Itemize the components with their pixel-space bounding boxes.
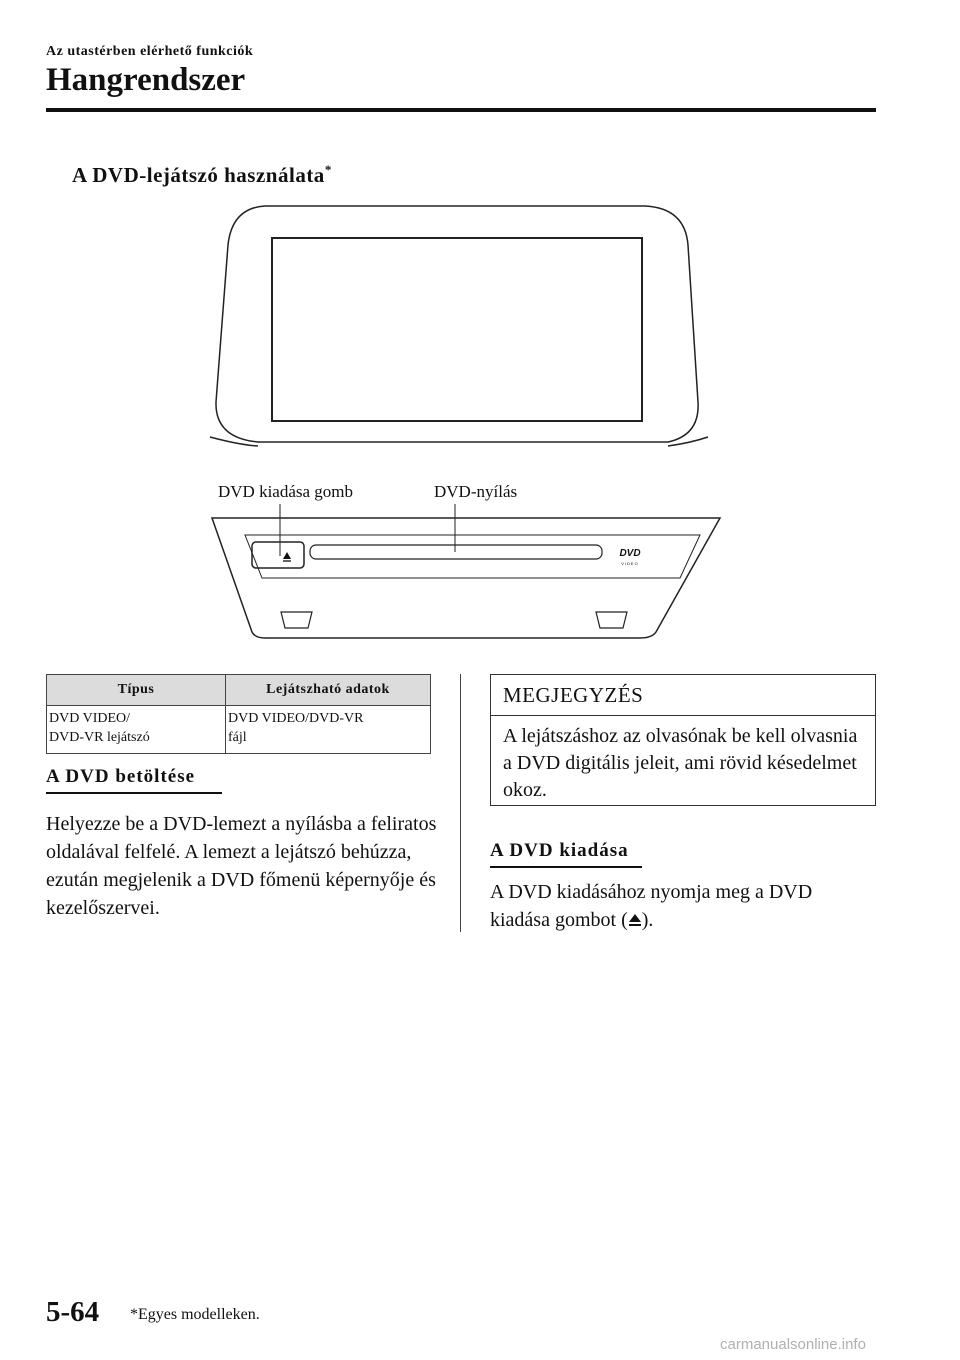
eject-button xyxy=(252,542,304,568)
table-header-data: Lejátszható adatok xyxy=(226,675,431,706)
loading-heading: A DVD betöltése xyxy=(46,766,196,787)
note-title: MEGJEGYZÉS xyxy=(503,683,644,707)
eject-icon xyxy=(628,912,642,928)
eject-body-text: A DVD kiadásához nyomja meg a DVD kiadása gombot ( xyxy=(490,881,813,931)
playable-types-table xyxy=(46,674,431,754)
table-header-type: Típus xyxy=(47,675,226,706)
eject-body-end: ). xyxy=(641,909,654,931)
page-number: 5-64 xyxy=(46,1296,100,1328)
note-text: A lejátszáshoz az olvasónak be kell olvasnia a DVD digitális jeleit, ami rövid késedelmet okoz. xyxy=(503,725,858,801)
loading-heading-underline xyxy=(46,792,222,794)
dvd-logo-subtext: VIDEO xyxy=(621,561,639,566)
eject-button-callout: DVD kiadása gomb xyxy=(218,482,354,501)
eject-body xyxy=(490,878,870,934)
table-cell-data: DVD VIDEO/DVD-VR fájl xyxy=(226,706,431,754)
display-unit xyxy=(210,206,708,446)
eject-heading-underline xyxy=(490,866,642,868)
table-row xyxy=(47,706,431,754)
footnote-mark: * xyxy=(324,162,332,177)
note-box xyxy=(490,674,876,806)
dvd-logo-text: DVD xyxy=(619,548,641,559)
dvd-slot-callout: DVD-nyílás xyxy=(434,482,518,501)
page-title: Hangrendszer xyxy=(46,62,246,98)
dvd-slot xyxy=(310,545,602,559)
dvd-player xyxy=(212,518,720,638)
display-screen xyxy=(272,238,642,421)
eject-heading: A DVD kiadása xyxy=(490,840,629,861)
column-divider xyxy=(460,674,461,932)
footnote: *Egyes modelleken. xyxy=(130,1306,260,1323)
dvd-player-diagram xyxy=(0,0,960,660)
loading-body: Helyezze be a DVD-lemezt a nyílásba a feliratos oldalával felfelé. A lemezt a lejátszó behúzza, ezután megjelenik a DVD főmenü képernyője és kezelőszervei. xyxy=(46,813,437,919)
section-label: Az utastérben elérhető funkciók xyxy=(46,44,254,59)
eject-icon xyxy=(283,552,291,559)
table-cell-type: DVD VIDEO/ DVD-VR lejátszó xyxy=(47,706,226,754)
watermark: carmanualsonline.info xyxy=(720,1336,866,1353)
dvd-subheading-text: A DVD-lejátszó használata xyxy=(72,163,325,187)
